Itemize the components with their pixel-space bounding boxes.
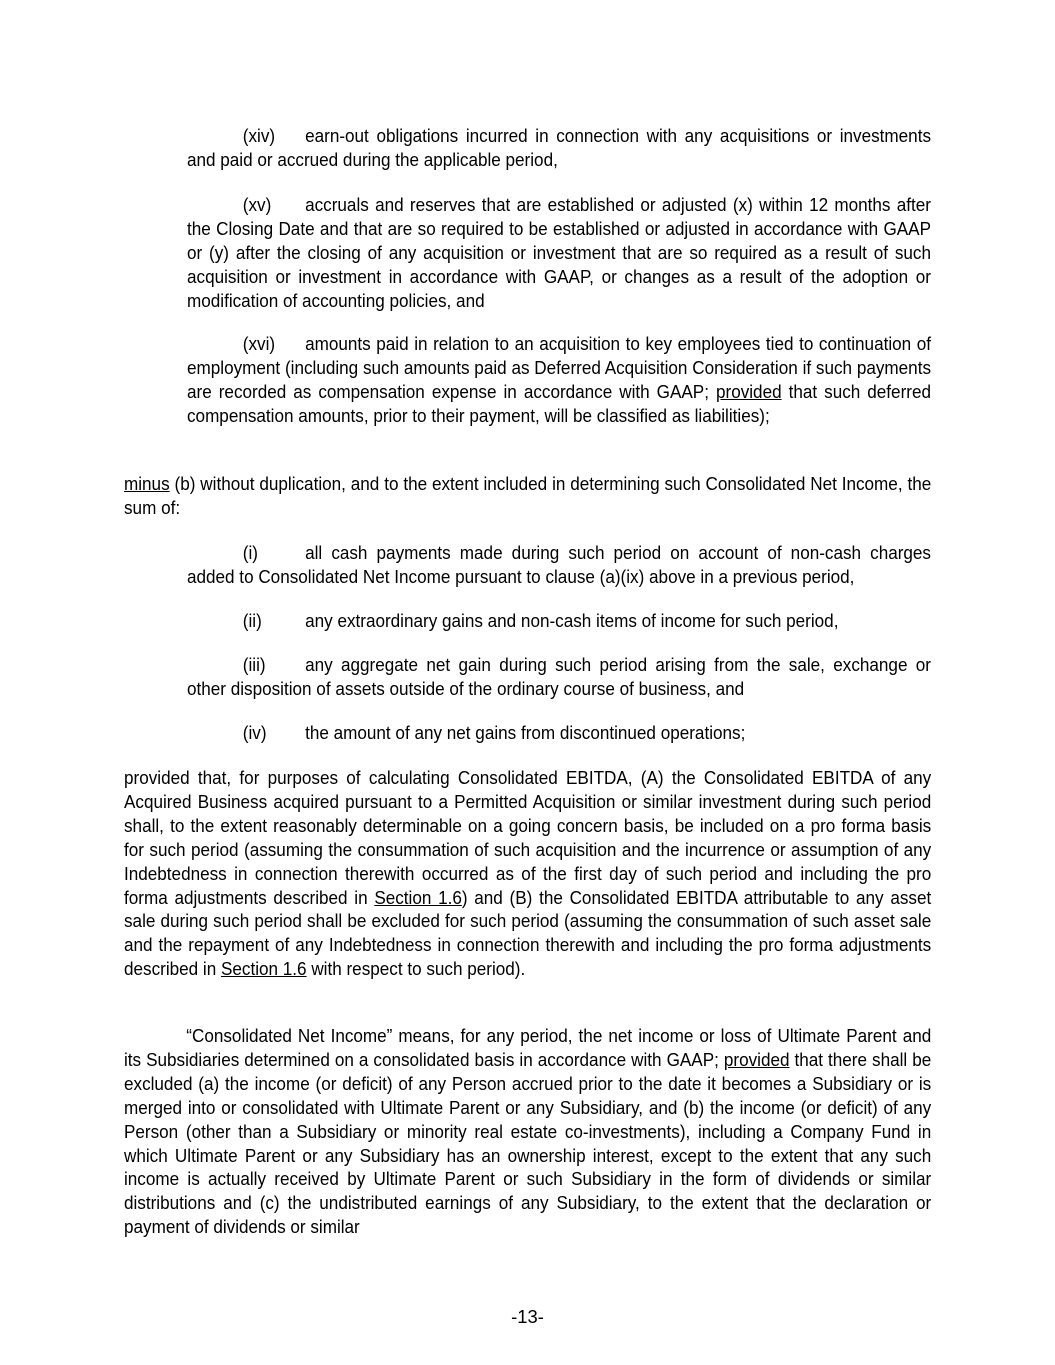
clause-xv	[187, 193, 931, 313]
clause-ii	[187, 609, 931, 633]
proviso-paragraph	[124, 766, 931, 981]
proviso-text-2: ) and (B) the Consolidated EBITDA attributable to any asset sale during such period shall be excluded for such period (assuming the consummation of such asset sale and the repayment of any Indebtedness in connection therewith and including the pro forma adjustments described in	[124, 886, 932, 980]
clause-iii	[187, 653, 931, 701]
clause-number: (i)	[242, 542, 258, 563]
clause-number: (xv)	[242, 194, 272, 215]
minus-clause	[124, 472, 931, 520]
clause-xiv	[187, 124, 931, 172]
clause-i	[187, 541, 931, 589]
clause-number: (ii)	[242, 610, 262, 631]
provided-term: provided	[723, 1048, 790, 1070]
definition-text-1: “Consolidated Net Income” means, for any period, the net income or loss of Ultimate Parent and its Subsidiaries determined on a consolidated basis in accordance with GAAP;	[124, 1025, 932, 1070]
section-reference: Section 1.6	[374, 886, 462, 908]
clause-number: (iii)	[242, 654, 266, 675]
definition-paragraph	[124, 1024, 931, 1239]
clause-text-after: that such deferred compensation amounts, prior to their payment, will be classified as liabilities);	[187, 380, 931, 426]
clause-text: any extraordinary gains and non-cash items of income for such period,	[305, 610, 839, 631]
clause-iv	[187, 721, 931, 745]
minus-term: minus	[124, 473, 170, 494]
clause-text-before: amounts paid in relation to an acquisition to key employees tied to continuation of employment (including such amounts paid as Deferred Acquisition Consideration if such payments are recorded as compensation expense in accordance with GAAP;	[187, 333, 931, 402]
clause-number: (xvi)	[242, 333, 276, 354]
proviso-text-1: provided that, for purposes of calculating Consolidated EBITDA, (A) the Consolidated EBITDA of any Acquired Business acquired pursuant to a Permitted Acquisition or similar investment during such period shall, to the extent reasonably determinable on a going concern basis, be included on a pro forma basis for such period (assuming the consummation of such acquisition and the incurrence or assumption of any Indebtedness in connection therewith occurred as of the first day of such period and including the pro forma adjustments described in	[124, 767, 932, 908]
clause-number: (iv)	[242, 722, 267, 743]
clause-xvi	[187, 332, 931, 428]
clause-text: all cash payments made during such period on account of non-cash charges added to Consolidated Net Income pursuant to clause (a)(ix) above in a previous period,	[187, 542, 931, 587]
provided-term: provided	[715, 380, 782, 402]
clause-text: earn-out obligations incurred in connection with any acquisitions or investments and paid or accrued during the applicable period,	[187, 125, 931, 170]
section-reference: Section 1.6	[220, 958, 307, 980]
proviso-text-3: with respect to such period).	[306, 958, 526, 980]
clause-number: (xiv)	[242, 125, 276, 146]
clause-text: accruals and reserves that are established or adjusted (x) within 12 months after the Closing Date and that are so required to be established or adjusted in accordance with GAAP or (y) after the closing of any acquisition or investment that are so required as a result of such acquisition or investment in accordance with GAAP, or changes as a result of the adoption or modification of accounting policies, and	[187, 194, 931, 311]
clause-text: the amount of any net gains from discontinued operations;	[305, 722, 746, 743]
definition-text-2: that there shall be excluded (a) the income (or deficit) of any Person accrued prior to the date it becomes a Subsidiary or is merged into or consolidated with Ultimate Parent or any Subsidiary, and (b) the income (or deficit) of any Person (other than a Subsidiary or minority real estate co-investments), including a Company Fund in which Ultimate Parent or any Subsidiary has an ownership interest, except to the extent that any such income is actually received by Ultimate Parent or such Subsidiary in the form of dividends or similar distributions and (c) the undistributed earnings of any Subsidiary, to the extent that the declaration or payment of dividends or similar	[124, 1048, 932, 1238]
page-number: -13-	[511, 1306, 544, 1327]
clause-text: any aggregate net gain during such period arising from the sale, exchange or other disposition of assets outside of the ordinary course of business, and	[187, 654, 931, 699]
minus-clause-text: (b) without duplication, and to the extent included in determining such Consolidated Net Income, the sum of:	[124, 473, 932, 518]
